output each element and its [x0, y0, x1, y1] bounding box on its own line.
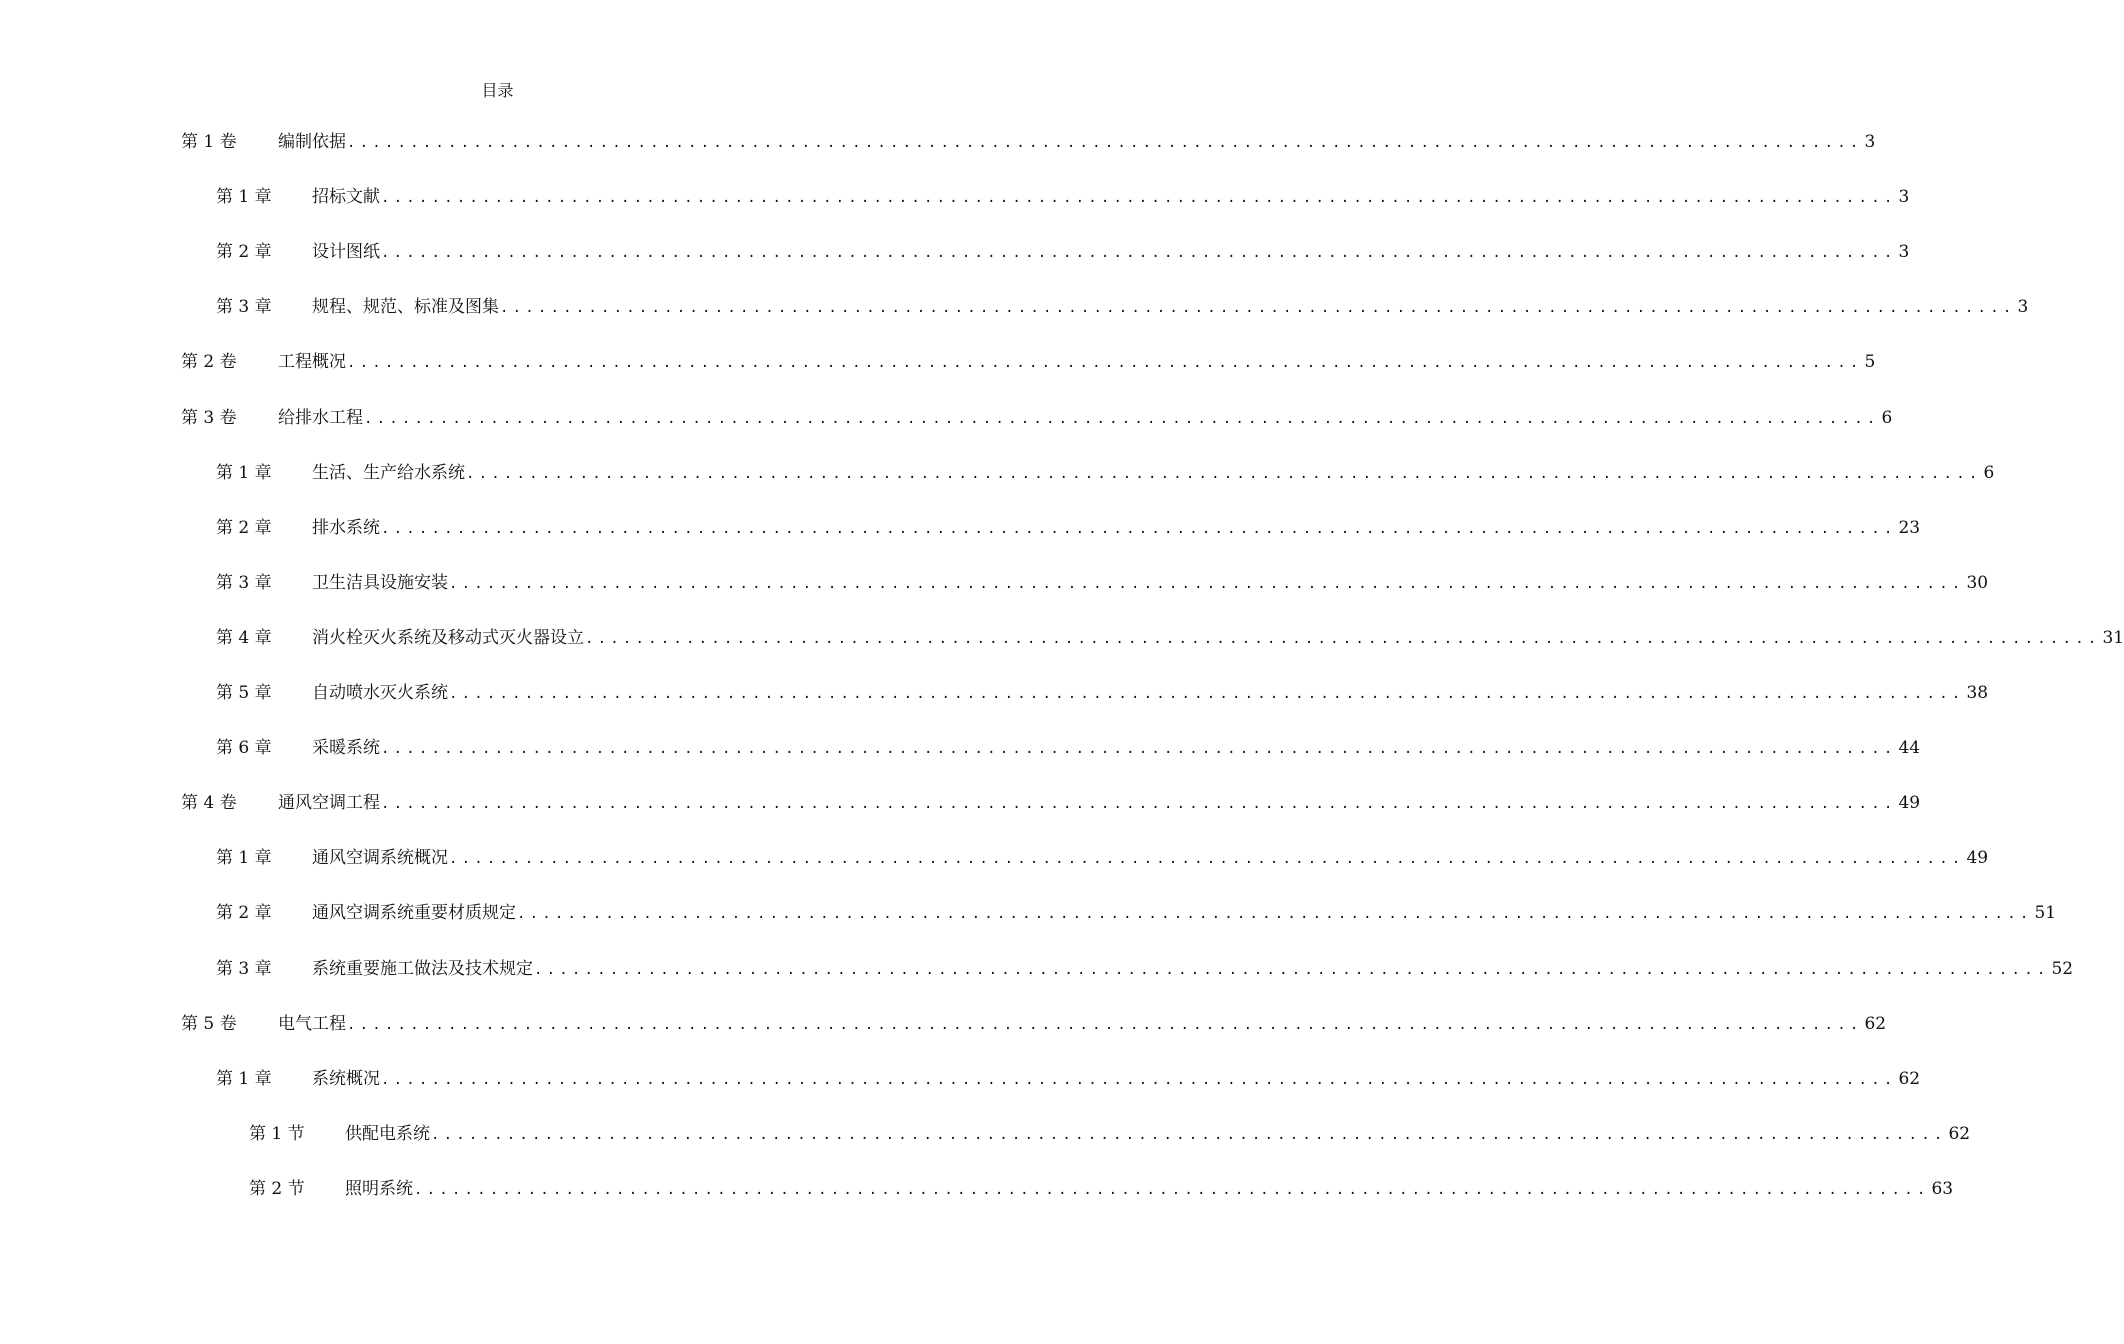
toc-entry-text: 电气工程 — [278, 1013, 346, 1034]
toc-dot-leader: ........................................................................................................................ — [381, 1071, 1897, 1088]
toc-entry-page-number: 6 — [1881, 407, 1893, 428]
toc-entry-page-number: 5 — [1864, 352, 1876, 373]
toc-entry-text: 给排水工程 — [278, 407, 363, 428]
toc-entry-page-number: 6 — [1983, 462, 1995, 483]
toc-entry-page-number: 3 — [1898, 187, 1910, 208]
toc-entry-label: 第 1 章 — [216, 1068, 272, 1089]
toc-entry-label: 第 5 章 — [216, 683, 272, 703]
toc-entry[interactable] — [0, 342, 1876, 382]
toc-entry-label: 第 2 章 — [216, 903, 272, 924]
toc-dot-leader: ........................................................................................................................ — [414, 1181, 1930, 1198]
toc-entry[interactable] — [0, 398, 1893, 438]
toc-entry[interactable] — [0, 1114, 1971, 1154]
toc-dot-leader: ........................................................................................................................ — [500, 300, 2016, 317]
toc-entry-label: 第 6 章 — [216, 738, 272, 759]
toc-entry-text: 通风空调系统概况 — [312, 848, 448, 869]
toc-dot-leader: ........................................................................................................................ — [585, 630, 2101, 647]
toc-entry[interactable] — [0, 1169, 1954, 1209]
toc-entry-page-number: 52 — [2051, 958, 2074, 979]
toc-entry[interactable] — [0, 122, 1876, 162]
toc-entry-line — [216, 893, 2057, 933]
toc-entry-line — [216, 232, 1910, 272]
toc-entry-text: 排水系统 — [312, 517, 380, 538]
toc-entry[interactable] — [0, 177, 1910, 217]
toc-entry-text: 招标文献 — [312, 187, 380, 208]
toc-dot-leader: ........................................................................................................................ — [449, 575, 1965, 592]
toc-entry-page-number: 63 — [1931, 1178, 1954, 1199]
toc-entry-page-number: 49 — [1898, 793, 1921, 814]
toc-entry[interactable] — [0, 949, 2074, 989]
toc-entry-label: 第 5 卷 — [181, 1013, 237, 1034]
toc-dot-leader: ........................................................................................................................ — [381, 741, 1897, 758]
toc-entry-page-number: 3 — [2017, 297, 2029, 318]
toc-dot-leader: ........................................................................................................................ — [431, 1126, 1947, 1143]
toc-entry[interactable] — [0, 287, 2029, 327]
toc-entry[interactable] — [0, 838, 1989, 878]
toc-entry-line — [216, 508, 1921, 548]
toc-entry[interactable] — [0, 1059, 1921, 1099]
toc-entry-text: 规程、规范、标准及图集 — [312, 297, 499, 318]
toc-entry[interactable] — [0, 783, 1921, 823]
toc-entry-text: 自动喷水灭火系统 — [312, 683, 448, 703]
toc-entry-line — [216, 949, 2074, 989]
toc-entry-label: 第 4 卷 — [181, 793, 237, 814]
toc-entry-page-number: 31 — [2102, 627, 2124, 648]
toc-entry[interactable] — [0, 508, 1921, 548]
toc-entry-label: 第 1 节 — [249, 1123, 305, 1144]
toc-entry-line — [216, 673, 1989, 713]
toc-dot-leader: ........................................................................................................................ — [347, 355, 1863, 372]
toc-entry-page-number: 3 — [1898, 242, 1910, 263]
toc-entry-label: 第 3 章 — [216, 958, 272, 979]
toc-entry-line — [216, 838, 1989, 878]
toc-entry-label: 第 3 卷 — [181, 407, 237, 428]
toc-entry[interactable] — [0, 893, 2057, 933]
toc-entry-line — [216, 618, 2124, 658]
toc-title: 目录 — [481, 81, 514, 100]
toc-entry-line — [181, 398, 1893, 438]
toc-entry-label: 第 2 章 — [216, 242, 272, 263]
toc-dot-leader: ........................................................................................................................ — [534, 961, 2050, 978]
toc-entry-line — [216, 453, 1995, 493]
toc-entry[interactable] — [0, 618, 2124, 658]
toc-entry-line — [216, 177, 1910, 217]
toc-entry-page-number: 51 — [2034, 903, 2057, 924]
toc-entry-text: 通风空调工程 — [278, 793, 380, 814]
toc-dot-leader: ........................................................................................................................ — [347, 135, 1863, 151]
toc-entry[interactable] — [0, 563, 1989, 603]
toc-entry-page-number: 3 — [1864, 132, 1876, 152]
toc-dot-leader: ........................................................................................................................ — [381, 796, 1897, 813]
toc-entry-text: 采暖系统 — [312, 738, 380, 759]
toc-entry-text: 照明系统 — [345, 1178, 413, 1199]
toc-entry-text: 系统重要施工做法及技术规定 — [312, 958, 533, 979]
toc-entry-label: 第 1 章 — [216, 187, 272, 208]
toc-entry-label: 第 3 章 — [216, 297, 272, 318]
toc-entry-line — [249, 1169, 1954, 1209]
toc-entry-label: 第 3 章 — [216, 572, 272, 593]
toc-entry-line — [181, 1004, 1887, 1044]
toc-entry-text: 供配电系统 — [345, 1123, 430, 1144]
toc-entry-text: 工程概况 — [278, 352, 346, 373]
toc-entry-page-number: 30 — [1966, 572, 1989, 593]
toc-entry-label: 第 4 章 — [216, 627, 272, 648]
toc-dot-leader: ........................................................................................................................ — [449, 686, 1965, 702]
toc-dot-leader: ........................................................................................................................ — [466, 465, 1982, 482]
toc-dot-leader: ........................................................................................................................ — [381, 245, 1897, 262]
toc-dot-leader: ........................................................................................................................ — [347, 1016, 1863, 1033]
toc-entry-text: 生活、生产给水系统 — [312, 462, 465, 483]
toc-entry-line — [216, 287, 2029, 327]
toc-entry-label: 第 1 章 — [216, 462, 272, 483]
toc-dot-leader: ........................................................................................................................ — [381, 520, 1897, 537]
toc-entry-line — [216, 563, 1989, 603]
toc-entry-line — [181, 122, 1876, 162]
toc-entry-line — [181, 783, 1921, 823]
toc-entry[interactable] — [0, 1004, 1887, 1044]
toc-dot-leader: ........................................................................................................................ — [449, 851, 1965, 868]
toc-entry-text: 系统概况 — [312, 1068, 380, 1089]
toc-entry-page-number: 62 — [1948, 1123, 1971, 1144]
toc-dot-leader: ........................................................................................................................ — [381, 190, 1897, 207]
toc-entry-text: 卫生洁具设施安装 — [312, 572, 448, 593]
toc-entry-line — [249, 1114, 1971, 1154]
toc-entry[interactable] — [0, 673, 1989, 713]
toc-entry-label: 第 2 节 — [249, 1178, 305, 1199]
toc-entry-label: 第 1 章 — [216, 848, 272, 869]
toc-entry-page-number: 38 — [1966, 683, 1989, 703]
toc-entry-page-number: 44 — [1898, 738, 1921, 759]
toc-entry-text: 编制依据 — [278, 132, 346, 152]
toc-entry[interactable] — [0, 728, 1921, 768]
toc-entry-line — [181, 342, 1876, 382]
toc-entry-label: 第 2 卷 — [181, 352, 237, 373]
toc-entry[interactable] — [0, 232, 1910, 272]
toc-entry-page-number: 23 — [1898, 517, 1921, 538]
toc-dot-leader: ........................................................................................................................ — [517, 906, 2033, 923]
toc-entry-page-number: 49 — [1966, 848, 1989, 869]
toc-entry-line — [216, 1059, 1921, 1099]
toc-entry[interactable] — [0, 453, 1995, 493]
toc-entry-text: 消火栓灭火系统及移动式灭火器设立 — [312, 627, 584, 648]
toc-entry-page-number: 62 — [1898, 1068, 1921, 1089]
toc-entry-line — [216, 728, 1921, 768]
toc-entry-page-number: 62 — [1864, 1013, 1887, 1034]
toc-entry-label: 第 1 卷 — [181, 132, 237, 152]
toc-entry-label: 第 2 章 — [216, 517, 272, 538]
toc-entry-text: 设计图纸 — [312, 242, 380, 263]
toc-entry-text: 通风空调系统重要材质规定 — [312, 903, 516, 924]
toc-dot-leader: ........................................................................................................................ — [364, 410, 1880, 427]
